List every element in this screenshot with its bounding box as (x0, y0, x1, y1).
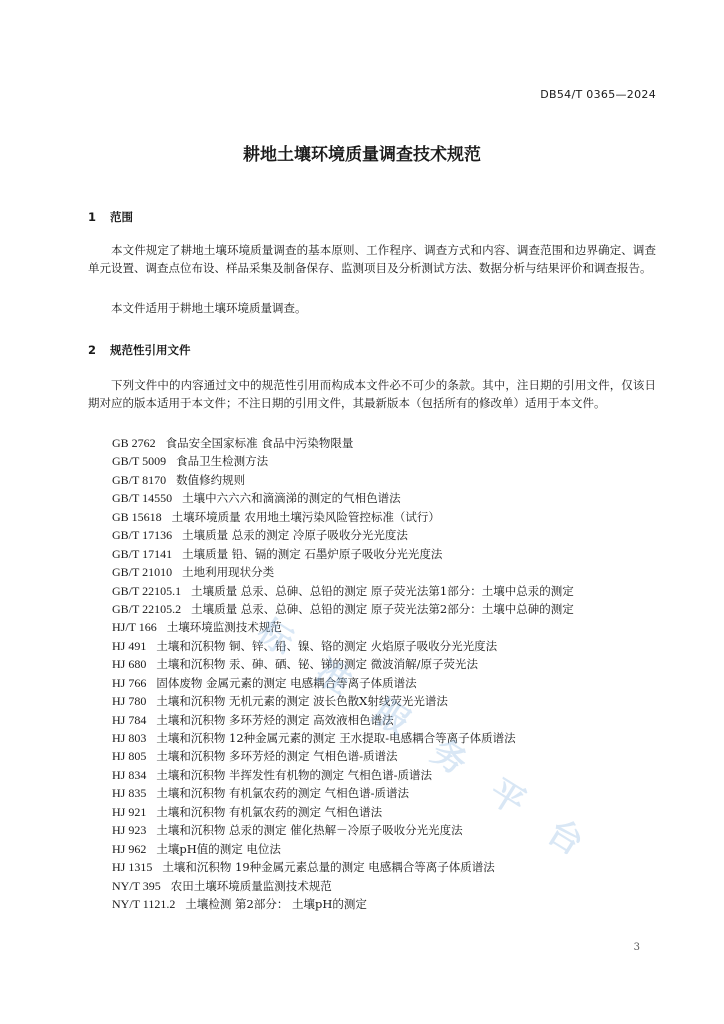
reference-code: HJ/T 166 (112, 620, 157, 635)
watermark-char: 台 (540, 811, 591, 864)
document-code: DB54/T 0365—2024 (540, 88, 656, 101)
section-1-paragraph-1: 本文件规定了耕地土壤环境质量调查的基本原则、工作程序、调查方式和内容、调查范围和边界确定、调查单元设置、调查点位布设、样品采集及制备保存、监测项目及分析测试方法、数据分析与结果评价和调查报告。 (88, 243, 656, 275)
reference-title: 土壤和沉积物 总汞的测定 催化热解－冷原子吸收分光光度法 (156, 823, 463, 838)
reference-title: 土壤和沉积物 有机氯农药的测定 气相色谱-质谱法 (156, 786, 410, 801)
reference-item (112, 877, 672, 895)
section-title: 规范性引用文件 (110, 343, 191, 357)
reference-title: 土壤环境质量 农用地土壤污染风险管控标准（试行） (171, 509, 440, 524)
reference-item (112, 618, 672, 636)
reference-code: HJ 805 (112, 749, 147, 764)
reference-code: HJ 1315 (112, 860, 153, 875)
section-1-heading (88, 209, 133, 225)
reference-item (112, 803, 672, 821)
document-title: 耕地土壤环境质量调查技术规范 (243, 145, 481, 165)
reference-item (112, 766, 672, 784)
reference-code: HJ 962 (112, 841, 147, 856)
reference-item (112, 674, 672, 692)
watermark-char: 服 (366, 691, 417, 744)
reference-code: NY/T 1121.2 (112, 896, 176, 911)
reference-title: 土壤质量 铅、镉的测定 石墨炉原子吸收分光光度法 (182, 546, 443, 561)
reference-title: 土壤检测 第2部分： 土壤pH的测定 (185, 896, 367, 911)
reference-item (112, 692, 672, 710)
section-number: 1 (88, 210, 97, 224)
reference-code: GB 15618 (112, 509, 162, 524)
reference-item (112, 526, 672, 544)
reference-title: 固体废物 金属元素的测定 电感耦合等离子体质谱法 (156, 675, 417, 690)
reference-title: 土壤中六六六和滴滴涕的测定的气相色谱法 (182, 491, 401, 506)
reference-item (112, 821, 672, 839)
reference-code: HJ 835 (112, 786, 147, 801)
reference-title: 食品卫生检测方法 (176, 454, 269, 469)
reference-code: GB/T 17136 (112, 528, 173, 543)
reference-list (112, 434, 672, 913)
reference-item (112, 711, 672, 729)
reference-code: HJ 834 (112, 767, 147, 782)
reference-item (112, 840, 672, 858)
reference-item (112, 637, 672, 655)
section-number: 2 (88, 343, 97, 357)
reference-title: 土壤质量 总汞、总砷、总铅的测定 原子荧光法第2部分：土壤中总砷的测定 (191, 601, 574, 616)
section-2-heading (88, 342, 191, 358)
watermark-char: 务 (424, 731, 475, 784)
reference-item (112, 784, 672, 802)
reference-item (112, 471, 672, 489)
reference-title: 土壤和沉积物 汞、砷、硒、铋、锑的测定 微波消解/原子荧光法 (156, 657, 479, 672)
reference-code: GB/T 17141 (112, 546, 173, 561)
reference-item (112, 508, 672, 526)
reference-title: 土壤环境监测技术规范 (166, 620, 282, 635)
reference-title: 土壤和沉积物 12种金属元素的测定 王水提取-电感耦合等离子体质谱法 (156, 731, 516, 745)
reference-item (112, 600, 672, 618)
reference-code: GB/T 8170 (112, 472, 167, 487)
section-1-paragraph-2: 本文件适用于耕地土壤环境质量调查。 (111, 301, 307, 315)
reference-item (112, 729, 672, 747)
reference-code: GB/T 22105.1 (112, 583, 182, 598)
reference-item (112, 563, 672, 581)
reference-title: 食品安全国家标准 食品中污染物限量 (165, 436, 354, 450)
reference-code: GB/T 14550 (112, 491, 173, 506)
section-2-paragraph-1: 下列文件中的内容通过文中的规范性引用而构成本文件必不可少的条款。其中，注日期的引用文件，仅该日期对应的版本适用于本文件；不注日期的引用文件，其最新版本（包括所有的修改单）适用于本文件。 (88, 378, 656, 410)
reference-title: 土壤质量 总汞、总砷、总铅的测定 原子荧光法第1部分：土壤中总汞的测定 (191, 583, 574, 598)
reference-item (112, 747, 672, 765)
reference-item (112, 452, 672, 470)
reference-title: 土壤和沉积物 有机氯农药的测定 气相色谱法 (156, 804, 383, 819)
section-title: 范围 (110, 210, 134, 224)
reference-title: 土壤和沉积物 19种金属元素总量的测定 电感耦合等离子体质谱法 (162, 860, 495, 875)
reference-item (112, 434, 672, 452)
reference-title: 农田土壤环境质量监测技术规范 (170, 878, 332, 893)
watermark-char: 平 (482, 771, 533, 824)
reference-title: 土壤和沉积物 铜、锌、铅、镍、铬的测定 火焰原子吸收分光光度法 (156, 638, 498, 653)
reference-code: GB/T 5009 (112, 454, 167, 469)
reference-title: 土壤和沉积物 无机元素的测定 波长色散X射线荧光光谱法 (156, 694, 448, 709)
reference-title: 数值修约规则 (176, 472, 246, 487)
reference-item (112, 655, 672, 673)
reference-code: GB 2762 (112, 436, 156, 450)
reference-code: NY/T 395 (112, 878, 161, 893)
reference-code: HJ 784 (112, 712, 147, 727)
reference-title: 土壤和沉积物 半挥发性有机物的测定 气相色谱-质谱法 (156, 767, 433, 782)
reference-item (112, 895, 672, 913)
reference-title: 土壤pH值的测定 电位法 (156, 841, 281, 856)
reference-code: GB/T 22105.2 (112, 601, 182, 616)
reference-item (112, 545, 672, 563)
reference-code: HJ 921 (112, 804, 147, 819)
reference-title: 土壤和沉积物 多环芳烃的测定 气相色谱-质谱法 (156, 749, 398, 764)
reference-code: HJ 803 (112, 731, 147, 745)
reference-item (112, 489, 672, 507)
watermark-char: 准 (308, 651, 359, 704)
reference-item (112, 582, 672, 600)
page-number: 3 (633, 942, 640, 953)
reference-code: HJ 766 (112, 675, 147, 690)
reference-title: 土地利用现状分类 (182, 565, 275, 580)
reference-code: GB/T 21010 (112, 565, 173, 580)
reference-item (112, 858, 672, 876)
watermark-char: 标 (250, 611, 301, 664)
reference-title: 土壤和沉积物 多环芳烃的测定 高效液相色谱法 (156, 712, 394, 727)
reference-code: HJ 780 (112, 694, 147, 709)
reference-code: HJ 680 (112, 657, 147, 672)
reference-code: HJ 923 (112, 823, 147, 838)
reference-code: HJ 491 (112, 638, 147, 653)
reference-title: 土壤质量 总汞的测定 冷原子吸收分光光度法 (182, 528, 408, 543)
